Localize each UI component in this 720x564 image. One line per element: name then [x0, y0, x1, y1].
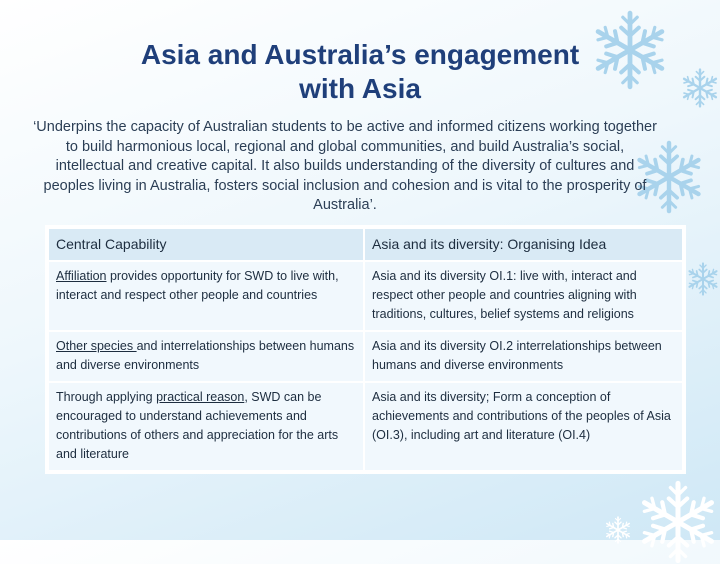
snowflake-icon — [686, 262, 720, 296]
organising-idea-cell: Asia and its diversity OI.1: live with, interact and respect other people and countries aligning with traditions, cultures, belief systems and religions — [364, 261, 683, 331]
header-organising-idea: Asia and its diversity: Organising Idea — [364, 228, 683, 261]
header-central-capability: Central Capability — [48, 228, 364, 261]
capability-term: Other species — [56, 339, 137, 353]
snowflake-icon — [636, 480, 720, 564]
capability-table — [47, 227, 684, 472]
capability-cell — [48, 331, 364, 382]
capability-text: Through applying — [56, 390, 157, 404]
title-line-1: Asia and Australia’s engagement — [140, 39, 580, 70]
organising-idea-cell: Asia and its diversity; Form a conception of achievements and contributions of the peoples of Asia (OI.3), including art and literature (OI.4) — [364, 382, 683, 471]
table-row — [48, 261, 683, 331]
capability-text: , SWD can be encouraged to understand achievements and contributions of others and appreciation for the arts and literature — [56, 390, 339, 461]
capability-term: Affiliation — [56, 269, 107, 283]
organising-idea-cell: Asia and its diversity OI.2 interrelationships between humans and diverse environments — [364, 331, 683, 382]
table-row — [48, 331, 683, 382]
capability-term: practical reason — [156, 390, 245, 404]
capability-text: and interrelationships between humans and diverse environments — [56, 339, 355, 372]
slide-title — [0, 38, 720, 106]
table-header-row — [48, 228, 683, 261]
title-line-2: with Asia — [299, 73, 421, 104]
capability-text: provides opportunity for SWD to live with, interact and respect other people and countries — [56, 269, 339, 302]
capability-cell — [48, 382, 364, 471]
quote-text: ‘Underpins the capacity of Australian students to be active and informed citizens working together to build harmonious local, regional and global communities, and build Australia’s social, intellectual and creative capital. It also builds understanding of the diversity of cultures and peoples living in Australia, fosters social inclusion and cohesion and is vital to the prosperity of Australia’. — [33, 119, 657, 213]
capability-cell — [48, 261, 364, 331]
table-row — [48, 382, 683, 471]
